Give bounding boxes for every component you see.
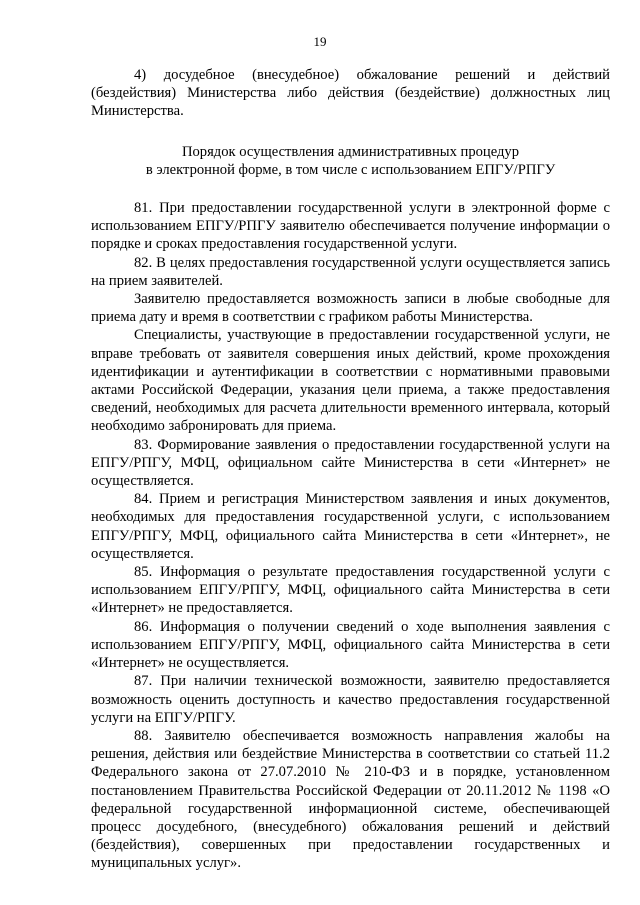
paragraph-82-appointment: Заявителю предоставляется возможность записи в любые свободные для приема дату и время в соответствии с графиком работы Министерства. <box>91 291 610 326</box>
section-heading-line-2: в электронной форме, в том числе с использованием ЕПГУ/РПГУ <box>145 161 556 178</box>
paragraph-81: 81. При предоставлении государственной услуги в электронной форме с использованием ЕПГУ/РПГУ заявителю обеспечивается получение информации о порядке и сроках предоставления государственной услуги. <box>91 200 610 253</box>
page-number: 19 <box>313 34 327 49</box>
paragraph-87: 87. При наличии технической возможности, заявителю предоставляется возможность оценить доступность и качество предоставления государственной услуги на ЕПГУ/РПГУ. <box>91 673 610 726</box>
paragraph-83: 83. Формирование заявления о предоставлении государственной услуги на ЕПГУ/РПГУ, МФЦ, официальном сайте Министерства в сети «Интернет» не осуществляется. <box>91 436 610 490</box>
paragraph-82: 82. В целях предоставления государственной услуги осуществляется запись на прием заявителей. <box>91 254 610 289</box>
paragraph-item-4: 4) досудебное (внесудебное) обжалование решений и действий (бездействия) Министерства либо действия (бездействие) должностных лиц Министерства. <box>91 67 610 120</box>
paragraph-82-specialists: Специалисты, участвующие в предоставлении государственной услуги, не вправе требовать от заявителя совершения иных действий, кроме прохождения идентификации и аутентификации в соответствии с нормативными правовыми актами Российской Федерации, указания цели приема, а также предоставления сведений, необходимых для расчета длительности временного интервала, который необходимо забронировать для приема. <box>91 327 610 435</box>
section-heading <box>91 143 610 179</box>
paragraph-88: 88. Заявителю обеспечивается возможность направления жалобы на решения, действия или бездействие Министерства в соответствии со статьей 11.2 Федерального закона от 27.07.2010 № 210-ФЗ и в порядке, установленном постановлением Правительства Российской Федерации от 20.11.2012 № 1198 «О федеральной государственной информационной системе, обеспечивающей процесс досудебного, (внесудебного) обжалования решений и действий (бездействия), совершенных при предоставлении государственных и муниципальных услуг». <box>91 727 610 872</box>
paragraph-86: 86. Информация о получении сведений о ходе выполнения заявления с использованием ЕПГУ/РПГУ, МФЦ, официального сайта Министерства в сети «Интернет» не осуществляется. <box>91 618 610 672</box>
document-body <box>91 66 610 873</box>
paragraph-84: 84. Прием и регистрация Министерством заявления и иных документов, необходимых для предоставления государственной услуги, с использованием ЕПГУ/РПГУ, МФЦ, официального сайта Министерства в сети «Интернет», не осуществляется. <box>91 491 610 562</box>
paragraph-85: 85. Информация о результате предоставления государственной услуги с использованием ЕПГУ/РПГУ, МФЦ, официального сайта Министерства в сети «Интернет» не предоставляется. <box>91 564 610 617</box>
section-heading-line-1: Порядок осуществления административных процедур <box>181 143 520 160</box>
